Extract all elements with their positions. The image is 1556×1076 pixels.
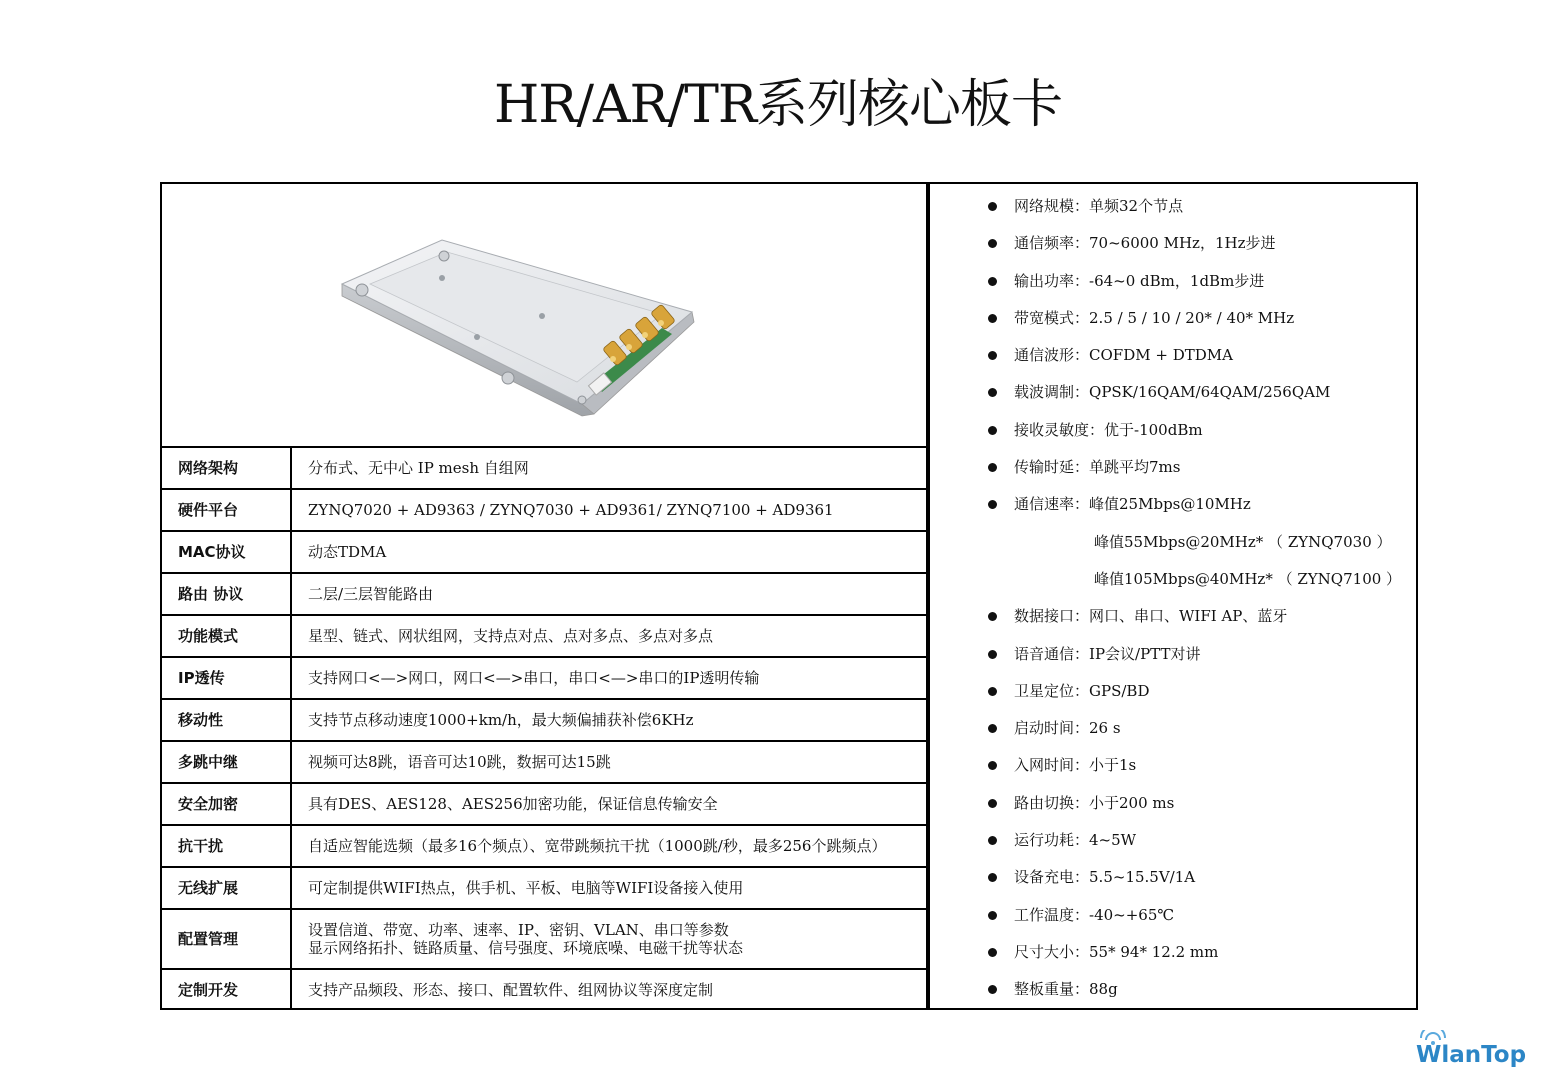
feature-label: 网络规模： xyxy=(1014,197,1090,215)
feature-item xyxy=(930,565,1416,602)
spec-value xyxy=(291,867,926,909)
spec-key: 路由 协议 xyxy=(162,573,291,615)
bullet-icon xyxy=(988,612,997,621)
spec-value-line: 显示网络拓扑、链路质量、信号强度、环境底噪、电磁干扰等状态 xyxy=(308,939,744,957)
feature-item xyxy=(930,938,1416,975)
spec-value-line: 具有DES、AES128、AES256加密功能，保证信息传输安全 xyxy=(308,795,718,813)
spec-value xyxy=(291,969,926,1010)
feature-item xyxy=(930,378,1416,415)
product-image-box xyxy=(162,184,926,448)
feature-value: 26 s xyxy=(1089,719,1121,738)
spec-panel xyxy=(160,182,928,1010)
spec-key: 定制开发 xyxy=(162,969,291,1010)
spec-value-line: 分布式、无中心 IP mesh 自组网 xyxy=(308,459,529,477)
bullet-icon xyxy=(988,948,997,957)
feature-continuation: 峰值105Mbps@40MHz* （ ZYNQ7100 ） xyxy=(1094,569,1402,588)
bullet-icon xyxy=(988,799,997,808)
spec-value-line: 可定制提供WIFI热点，供手机、平板、电脑等WIFI设备接入使用 xyxy=(308,879,744,897)
feature-item xyxy=(930,267,1416,304)
spec-key: 功能模式 xyxy=(162,615,291,657)
feature-item xyxy=(930,528,1416,565)
feature-item xyxy=(930,341,1416,378)
feature-value: 网口、串口、WIFI AP、蓝牙 xyxy=(1089,607,1288,626)
spec-value xyxy=(291,699,926,741)
feature-value: -40~+65℃ xyxy=(1089,905,1175,924)
feature-value: 88g xyxy=(1089,980,1118,999)
feature-label: 设备充电： xyxy=(1014,868,1090,887)
bullet-icon xyxy=(988,724,997,733)
spec-key: 硬件平台 xyxy=(162,489,291,531)
feature-item xyxy=(930,789,1416,826)
spec-key: 无线扩展 xyxy=(162,867,291,909)
feature-item xyxy=(930,229,1416,266)
feature-item xyxy=(930,304,1416,341)
spec-row xyxy=(162,825,926,867)
product-board-image xyxy=(332,232,712,422)
spec-row xyxy=(162,448,926,489)
spec-value xyxy=(291,448,926,489)
feature-value: 单频32个节点 xyxy=(1089,197,1184,215)
feature-item xyxy=(930,826,1416,863)
spec-row xyxy=(162,489,926,531)
spec-key: 网络架构 xyxy=(162,448,291,489)
spec-row xyxy=(162,783,926,825)
bullet-icon xyxy=(988,761,997,770)
feature-value: 小于200 ms xyxy=(1089,793,1175,812)
feature-label: 路由切换： xyxy=(1014,793,1090,812)
spec-value xyxy=(291,909,926,969)
spec-value-line: 支持网口<—>网口，网口<—>串口，串口<—>串口的IP透明传输 xyxy=(308,669,760,687)
feature-value: 55* 94* 12.2 mm xyxy=(1089,942,1219,961)
feature-label: 通信速率： xyxy=(1014,495,1090,514)
bullet-icon xyxy=(988,314,997,323)
spec-value xyxy=(291,657,926,699)
spec-row xyxy=(162,909,926,969)
spec-value xyxy=(291,573,926,615)
feature-item xyxy=(930,453,1416,490)
spec-value-line: 动态TDMA xyxy=(308,543,387,561)
feature-continuation: 峰值55Mbps@20MHz* （ ZYNQ7030 ） xyxy=(1094,532,1392,551)
spec-value-line: 视频可达8跳，语音可达10跳，数据可达15跳 xyxy=(308,753,611,771)
feature-label: 卫星定位： xyxy=(1014,681,1090,700)
feature-label: 启动时间： xyxy=(1014,719,1090,738)
spec-key: 多跳中继 xyxy=(162,741,291,783)
feature-label: 载波调制： xyxy=(1014,383,1090,402)
spec-value xyxy=(291,825,926,867)
spec-key: MAC协议 xyxy=(162,531,291,573)
feature-label: 运行功耗： xyxy=(1014,831,1090,850)
feature-label: 尺寸大小： xyxy=(1014,942,1090,961)
spec-value-line: 支持产品频段、形态、接口、配置软件、组网协议等深度定制 xyxy=(308,981,714,999)
wlantop-logo xyxy=(1416,1030,1526,1070)
feature-value: 2.5 / 5 / 10 / 20* / 40* MHz xyxy=(1089,308,1295,327)
feature-label: 数据接口： xyxy=(1014,607,1090,626)
feature-value: GPS/BD xyxy=(1089,681,1150,700)
feature-item xyxy=(930,751,1416,788)
feature-list xyxy=(930,192,1416,1013)
spec-value-line: ZYNQ7020 + AD9363 / ZYNQ7030 + AD9361/ ZYNQ7100 + AD9361 xyxy=(308,501,834,519)
spec-key: 安全加密 xyxy=(162,783,291,825)
spec-value-line: 星型、链式、网状组网，支持点对点、点对多点、多点对多点 xyxy=(308,627,714,645)
spec-value-line: 二层/三层智能路由 xyxy=(308,585,434,603)
bullet-icon xyxy=(988,239,997,248)
spec-key: 配置管理 xyxy=(162,909,291,969)
spec-table xyxy=(162,448,926,1010)
bullet-icon xyxy=(988,687,997,696)
spec-row xyxy=(162,969,926,1010)
spec-row xyxy=(162,741,926,783)
bullet-icon xyxy=(988,426,997,435)
bullet-icon xyxy=(988,836,997,845)
feature-value: 70~6000 MHz，1Hz步进 xyxy=(1089,234,1276,253)
logo-text: WlanTop xyxy=(1416,1042,1527,1068)
spec-value xyxy=(291,531,926,573)
spec-row xyxy=(162,867,926,909)
spec-key: 抗干扰 xyxy=(162,825,291,867)
bullet-icon xyxy=(988,985,997,994)
bullet-icon xyxy=(988,650,997,659)
spec-value-line: 支持节点移动速度1000+km/h，最大频偏捕获补偿6KHz xyxy=(308,711,694,729)
feature-item xyxy=(930,640,1416,677)
spec-key: 移动性 xyxy=(162,699,291,741)
feature-item xyxy=(930,714,1416,751)
bullet-icon xyxy=(988,277,997,286)
feature-label: 语音通信： xyxy=(1014,644,1090,663)
feature-label: 入网时间： xyxy=(1014,756,1090,775)
feature-item xyxy=(930,863,1416,900)
spec-value xyxy=(291,615,926,657)
page-title: HR/AR/TR系列核心板卡 xyxy=(493,75,1063,135)
feature-label: 工作温度： xyxy=(1014,905,1090,924)
bullet-icon xyxy=(988,351,997,360)
feature-label: 传输时延： xyxy=(1014,458,1090,477)
feature-value: 单跳平均7ms xyxy=(1089,458,1181,477)
feature-label: 整板重量： xyxy=(1014,980,1090,999)
feature-value: 4~5W xyxy=(1089,831,1137,850)
spec-row xyxy=(162,699,926,741)
feature-item xyxy=(930,602,1416,639)
spec-row xyxy=(162,531,926,573)
bullet-icon xyxy=(988,463,997,472)
bullet-icon xyxy=(988,911,997,920)
spec-row xyxy=(162,657,926,699)
feature-item xyxy=(930,490,1416,527)
feature-value: 小于1s xyxy=(1089,756,1137,775)
feature-value: QPSK/16QAM/64QAM/256QAM xyxy=(1089,383,1331,402)
feature-panel xyxy=(928,182,1418,1010)
spec-key: IP透传 xyxy=(162,657,291,699)
feature-item xyxy=(930,901,1416,938)
spec-value xyxy=(291,741,926,783)
spec-row xyxy=(162,615,926,657)
feature-item xyxy=(930,975,1416,1012)
feature-label: 接收灵敏度： xyxy=(1014,420,1105,439)
feature-value: COFDM + DTDMA xyxy=(1089,346,1233,365)
feature-item xyxy=(930,416,1416,453)
spec-value-line: 设置信道、带宽、功率、速率、IP、密钥、VLAN、串口等参数 xyxy=(308,921,729,939)
bullet-icon xyxy=(988,500,997,509)
feature-value: 5.5~15.5V/1A xyxy=(1089,868,1196,887)
spec-value xyxy=(291,489,926,531)
bullet-icon xyxy=(988,388,997,397)
bullet-icon xyxy=(988,873,997,882)
spec-value xyxy=(291,783,926,825)
feature-label: 带宽模式： xyxy=(1014,308,1090,327)
spec-row xyxy=(162,573,926,615)
feature-label: 输出功率： xyxy=(1014,271,1090,290)
feature-item xyxy=(930,677,1416,714)
feature-item xyxy=(930,192,1416,229)
feature-value: 峰值25Mbps@10MHz xyxy=(1089,495,1251,514)
spec-value-line: 自适应智能选频（最多16个频点）、宽带跳频抗干扰（1000跳/秒，最多256个跳频点） xyxy=(308,837,887,855)
feature-value: 优于-100dBm xyxy=(1104,420,1203,439)
feature-label: 通信波形： xyxy=(1014,346,1090,365)
feature-value: IP会议/PTT对讲 xyxy=(1089,644,1201,663)
feature-label: 通信频率： xyxy=(1014,234,1090,253)
bullet-icon xyxy=(988,202,997,211)
feature-value: -64~0 dBm，1dBm步进 xyxy=(1089,271,1265,290)
